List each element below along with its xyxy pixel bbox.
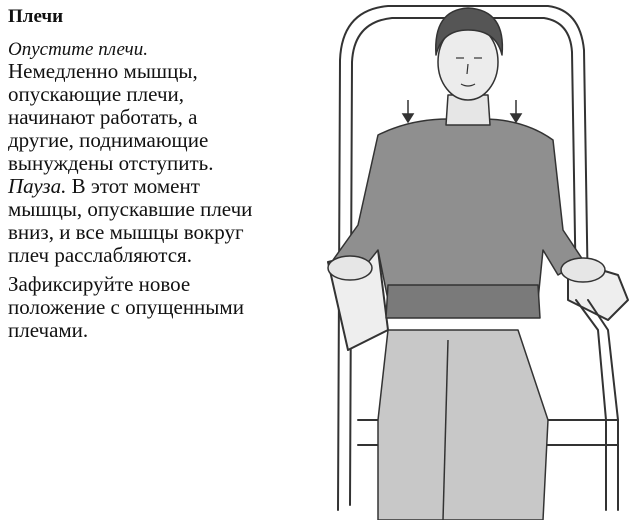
paragraph-2-line: вниз, и все мышцы вокруг xyxy=(8,220,244,244)
paragraph-3 xyxy=(8,273,308,342)
paragraph-3-line: Зафиксируйте новое xyxy=(8,272,191,296)
paragraph-2-line: плеч расслабляются. xyxy=(8,243,192,267)
paragraph-1-line: начинают работать, а xyxy=(8,105,198,129)
paragraph-1-line: другие, поднимающие xyxy=(8,128,209,152)
legs-shape xyxy=(378,330,548,520)
paragraph-3-line: положение с опущенными xyxy=(8,295,244,319)
paragraph-3-line: плечами. xyxy=(8,318,89,342)
left-hand xyxy=(328,256,372,280)
section-title: Плечи xyxy=(8,6,64,27)
pause-word: Пауза. xyxy=(8,174,67,198)
chair-right-leg-inner xyxy=(576,300,606,510)
paragraph-1-line: Немедленно мышцы, xyxy=(8,59,198,83)
right-hand xyxy=(561,258,605,282)
paragraph-1-line: опускающие плечи, xyxy=(8,82,184,106)
paragraph-1-line: вынуждены отступить. xyxy=(8,151,214,175)
paragraph-2-line: мышцы, опускавшие плечи xyxy=(8,197,253,221)
seated-woman-illustration xyxy=(318,0,631,520)
sweater-waistband xyxy=(386,285,540,318)
instruction-text: Опустите плечи. xyxy=(8,39,148,60)
seated-woman-drawing-icon xyxy=(318,0,631,520)
text-column xyxy=(8,6,308,342)
paragraph-2-first-line xyxy=(8,175,308,198)
paragraph-2-first-rest: В этот момент xyxy=(66,174,200,198)
paragraph-1 xyxy=(8,60,308,267)
chair-right-leg xyxy=(588,300,618,510)
